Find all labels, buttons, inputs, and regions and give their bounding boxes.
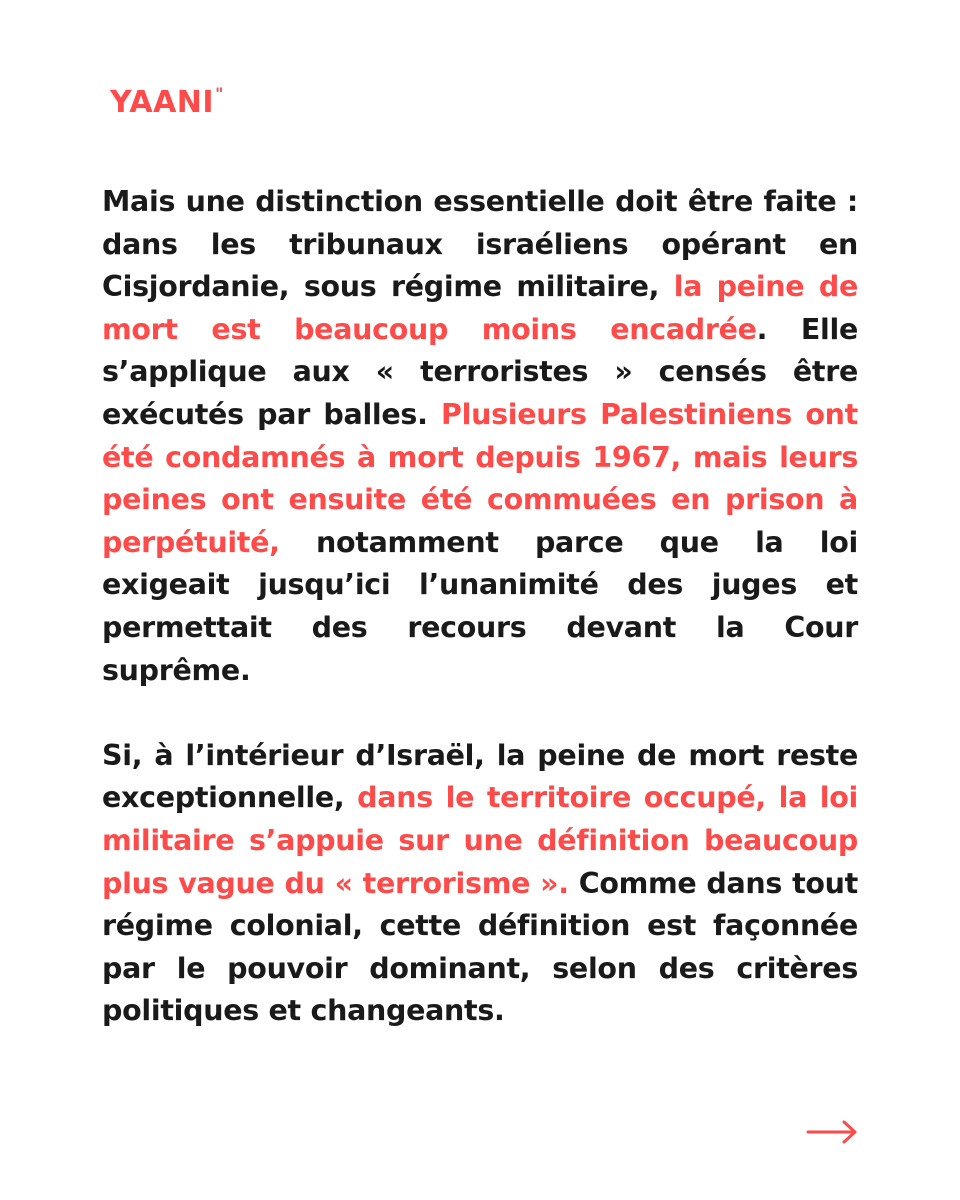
highlighted-text-segment: Plusieurs Palestiniens ont été condamnés à mort depuis 1967, mais leurs peines ont ensuite été commuées en prison à perpétuité, bbox=[102, 397, 858, 559]
highlighted-text-segment: dans le territoire occupé, la loi militaire s’appuie sur une définition beaucoup plus vague du « terrorisme ». bbox=[102, 781, 859, 900]
text-segment: Mais une distinction essentielle doit être faite : dans les tribunaux israéliens opérant en Cisjordanie, sous régime militaire, bbox=[102, 185, 858, 304]
brand-name: YAANI bbox=[110, 85, 215, 120]
brand-mark: " bbox=[215, 84, 224, 103]
paragraph-1 bbox=[102, 181, 858, 692]
text-segment: Si, à l’intérieur d’Israël, la peine de mort reste exceptionnelle, bbox=[102, 738, 858, 815]
article-body bbox=[102, 181, 858, 1033]
highlighted-text-segment: la peine de mort est beaucoup moins encadrée bbox=[102, 270, 858, 346]
text-segment: Comme dans tout régime colonial, cette définition est façonnée par le pouvoir dominant, selon des critères politiques et changeants. bbox=[102, 866, 858, 1028]
paragraph-2 bbox=[102, 735, 858, 1033]
text-segment: notamment parce que la loi exigeait jusqu’ici l’unanimité des juges et permettait des recours devant la Cour suprême. bbox=[102, 525, 858, 687]
arrow-right-icon bbox=[806, 1115, 858, 1149]
text-segment: . Elle s’applique aux « terroristes » censés être exécutés par balles. bbox=[102, 312, 858, 431]
next-page-button[interactable] bbox=[806, 1115, 858, 1149]
brand-logo bbox=[110, 78, 224, 121]
